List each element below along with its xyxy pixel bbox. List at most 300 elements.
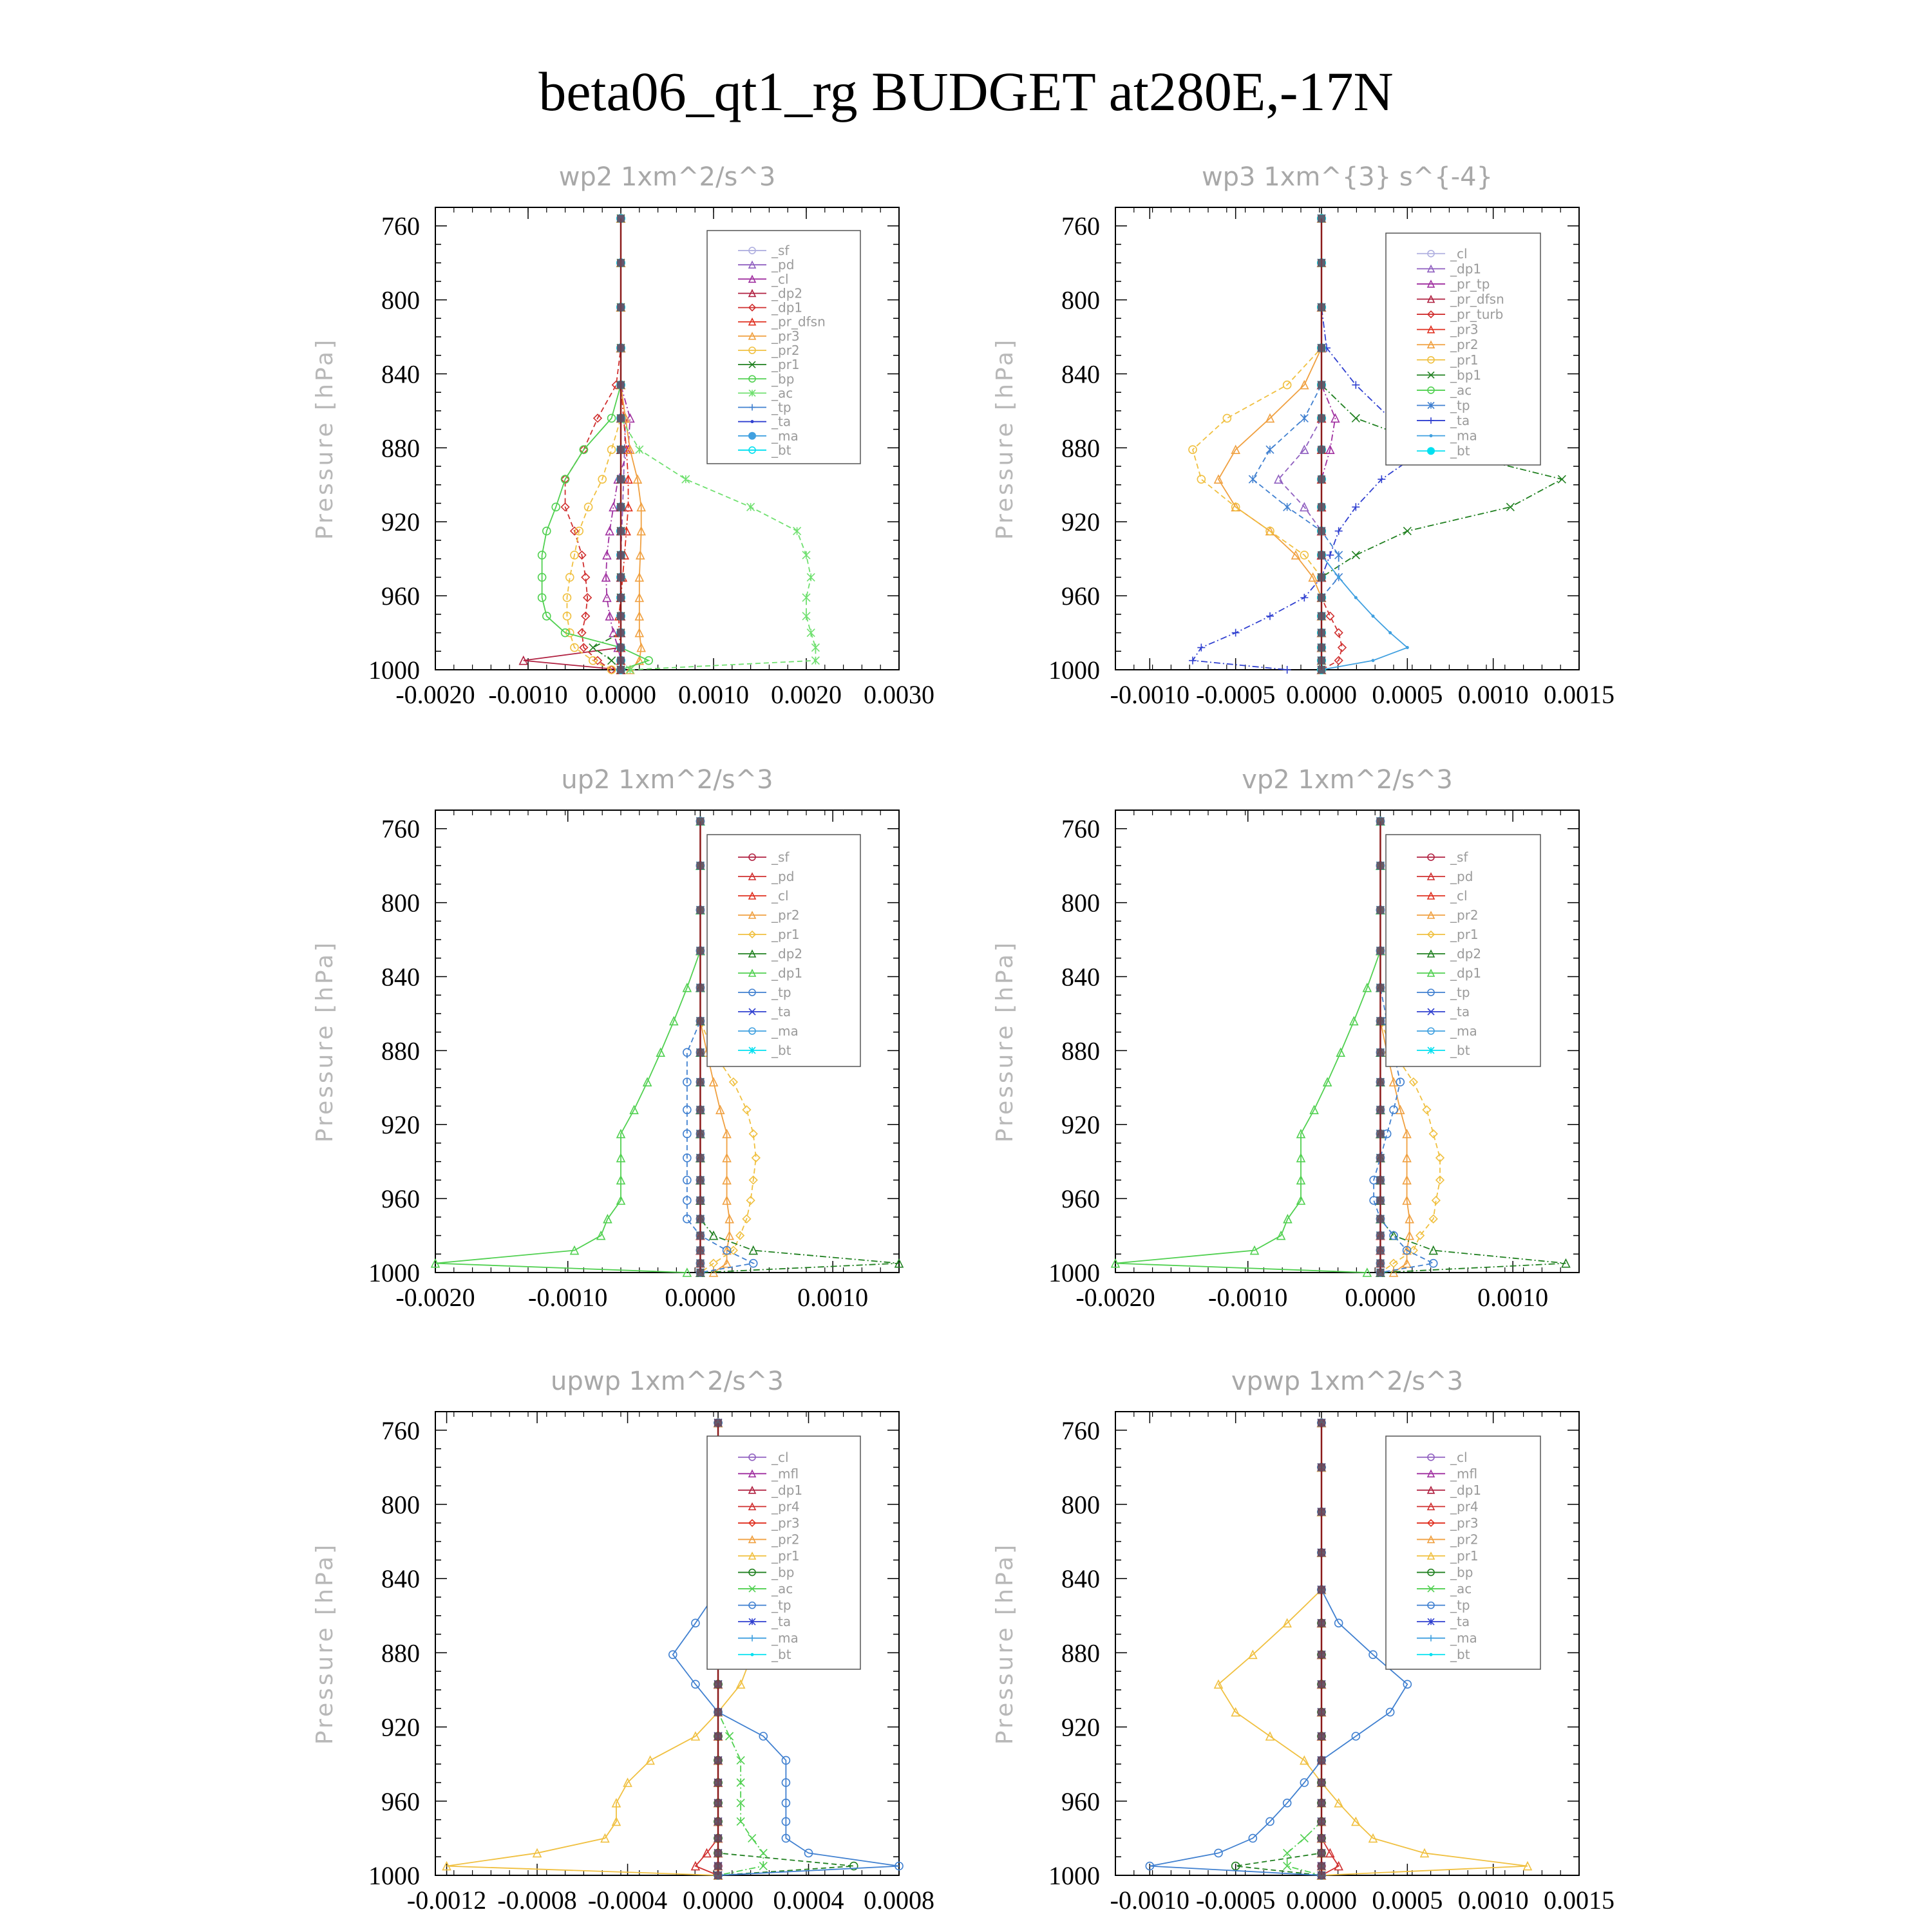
- zero-marker: [617, 551, 625, 559]
- zero-marker: [1318, 1463, 1325, 1471]
- data-point: [1354, 596, 1358, 599]
- zero-marker: [1376, 817, 1384, 825]
- x-tick-label: -0.0012: [406, 1886, 487, 1915]
- zero-marker: [714, 1871, 722, 1879]
- chart-panel-3: [312, 765, 903, 1312]
- series-line: [593, 218, 621, 670]
- y-tick-label: 960: [1061, 1786, 1100, 1816]
- legend-label: _dp1: [1450, 965, 1482, 981]
- zero-marker: [617, 303, 625, 311]
- panel-title: vpwp 1xm^2/s^3: [1231, 1367, 1464, 1396]
- y-tick-label: 920: [1061, 507, 1100, 537]
- zero-marker: [617, 503, 625, 511]
- legend-swatch-marker: [1430, 1653, 1433, 1656]
- zero-marker: [696, 1048, 704, 1056]
- data-point: [1430, 1130, 1437, 1138]
- chart-panel-6: [992, 1367, 1615, 1915]
- data-point: [811, 644, 819, 652]
- zero-marker: [714, 1834, 722, 1842]
- zero-marker: [696, 1154, 704, 1162]
- y-tick-label: 960: [381, 1786, 420, 1816]
- x-tick-label: 0.0015: [1544, 1886, 1615, 1915]
- x-tick-label: -0.0004: [587, 1886, 668, 1915]
- series-line: [1218, 218, 1321, 670]
- legend-label: _tp: [772, 985, 791, 1000]
- series-line: [447, 1423, 752, 1875]
- zero-marker: [1376, 984, 1384, 992]
- legend-label: _sf: [1450, 849, 1468, 865]
- data-point: [1326, 551, 1334, 559]
- legend-label: _bt: [772, 1647, 791, 1663]
- zero-marker: [1318, 527, 1325, 535]
- legend-label: _cl: [772, 888, 789, 904]
- x-tick-label: 0.0008: [864, 1886, 934, 1915]
- x-tick-label: -0.0020: [395, 680, 475, 709]
- zero-marker: [1318, 657, 1325, 665]
- series-pr1: [1189, 214, 1325, 674]
- legend-label: _pr3: [772, 328, 800, 344]
- y-tick-label: 840: [381, 359, 420, 389]
- series-line: [542, 218, 649, 670]
- series-line: [621, 218, 641, 670]
- legend-label: _cl: [1450, 888, 1468, 904]
- legend-label: _pr2: [772, 907, 800, 923]
- legend-label: _pd: [772, 869, 795, 884]
- legend-label: _cl: [1450, 245, 1468, 261]
- series-line: [1253, 218, 1338, 670]
- data-point: [1300, 414, 1308, 422]
- data-point: [1249, 475, 1256, 483]
- x-tick-label: -0.0005: [1196, 1886, 1276, 1915]
- data-point: [1406, 646, 1409, 649]
- zero-marker: [696, 1106, 704, 1113]
- zero-marker: [1318, 1756, 1325, 1764]
- legend-label: _sf: [772, 243, 790, 259]
- legend-label: _ta: [1450, 413, 1470, 429]
- x-tick-label: -0.0020: [395, 1283, 475, 1312]
- y-tick-label: 800: [381, 1490, 420, 1519]
- legend-label: _ma: [1450, 428, 1477, 444]
- zero-marker: [1318, 259, 1325, 267]
- legend-label: _tp: [772, 399, 791, 415]
- data-point: [1197, 475, 1205, 483]
- data-point: [743, 1106, 750, 1113]
- y-tick-label: 840: [1061, 1564, 1100, 1594]
- zero-marker: [1318, 1419, 1325, 1426]
- zero-marker: [1376, 1232, 1384, 1240]
- legend-label: _mfl: [1450, 1466, 1478, 1482]
- legend-label: _ta: [772, 1614, 791, 1630]
- data-point: [1423, 1106, 1430, 1113]
- y-tick-label: 840: [1061, 962, 1100, 992]
- legend-label: _ma: [1450, 1023, 1477, 1039]
- legend-label: _pr1: [772, 357, 800, 373]
- zero-marker: [1376, 1176, 1384, 1184]
- zero-marker: [1318, 381, 1325, 389]
- zero-marker: [1318, 1799, 1325, 1807]
- series-line: [1115, 821, 1380, 1273]
- legend-label: _bt: [772, 442, 791, 458]
- legend-label: _ac: [772, 385, 793, 401]
- y-tick-label: 800: [381, 888, 420, 918]
- data-point: [1266, 446, 1274, 453]
- panel-title: vp2 1xm^2/s^3: [1242, 765, 1453, 795]
- zero-marker: [1376, 906, 1384, 914]
- series-bp: [1232, 1419, 1325, 1879]
- series-tp: [1249, 214, 1342, 674]
- zero-marker: [1318, 1849, 1325, 1857]
- series-dp1: [431, 817, 704, 1276]
- y-tick-label: 760: [381, 1416, 420, 1445]
- zero-marker: [714, 1419, 722, 1426]
- series-pr1: [589, 214, 625, 674]
- legend-label: _dp2: [772, 285, 803, 301]
- y-tick-label: 960: [381, 582, 420, 611]
- x-tick-label: -0.0010: [488, 680, 568, 709]
- data-point: [1300, 1834, 1308, 1842]
- legend-label: _ta: [1450, 1614, 1470, 1630]
- x-tick-label: -0.0010: [1208, 1283, 1288, 1312]
- data-point: [608, 657, 616, 665]
- zero-marker: [1376, 1247, 1384, 1255]
- data-point: [589, 644, 597, 652]
- y-tick-label: 920: [381, 507, 420, 537]
- zero-marker: [1318, 1871, 1325, 1879]
- series-line: [1287, 1423, 1321, 1875]
- zero-marker: [1318, 414, 1325, 422]
- legend-label: _pr2: [1450, 1531, 1479, 1548]
- zero-marker: [1318, 666, 1325, 674]
- legend-label: _pd: [772, 257, 795, 273]
- zero-marker: [714, 1680, 722, 1688]
- zero-marker: [1318, 1651, 1325, 1658]
- legend-label: _tp: [772, 1597, 791, 1613]
- zero-marker: [696, 817, 704, 825]
- series-line: [606, 218, 630, 670]
- zero-marker: [696, 1176, 704, 1184]
- zero-marker: [1376, 1154, 1384, 1162]
- x-tick-label: 0.0000: [1345, 1283, 1416, 1312]
- legend: [707, 1436, 860, 1669]
- legend: [707, 835, 860, 1066]
- y-tick-label: 920: [1061, 1712, 1100, 1742]
- x-tick-label: 0.0010: [678, 680, 749, 709]
- zero-marker: [1318, 1779, 1325, 1786]
- data-point: [726, 1732, 734, 1740]
- data-point: [1326, 612, 1334, 620]
- data-point: [1372, 659, 1375, 662]
- zero-marker: [617, 259, 625, 267]
- zero-marker: [1376, 947, 1384, 954]
- data-point: [1338, 644, 1346, 652]
- data-point: [811, 657, 819, 665]
- panel-title: up2 1xm^2/s^3: [561, 765, 773, 795]
- series-line: [567, 218, 621, 670]
- zero-marker: [617, 214, 625, 222]
- x-tick-label: 0.0005: [1372, 1886, 1443, 1915]
- zero-marker: [1318, 573, 1325, 581]
- zero-marker: [696, 1247, 704, 1255]
- legend-label: _cl: [772, 1449, 789, 1465]
- legend-label: _dp2: [1450, 946, 1482, 961]
- y-tick-label: 840: [1061, 359, 1100, 389]
- legend-label: _dp1: [772, 965, 803, 981]
- zero-marker: [696, 862, 704, 869]
- y-tick-label: 920: [381, 1712, 420, 1742]
- zero-marker: [1318, 1619, 1325, 1627]
- zero-marker: [714, 1799, 722, 1807]
- legend-label: _pr_tp: [1450, 276, 1490, 292]
- series-dp1: [1112, 817, 1384, 1276]
- data-point: [1223, 414, 1231, 422]
- y-tick-label: 800: [1061, 1490, 1100, 1519]
- y-axis-label: Pressure [hPa]: [312, 940, 338, 1143]
- chart-panel-2: [992, 162, 1615, 709]
- zero-marker: [617, 446, 625, 453]
- y-tick-label: 1000: [1048, 1258, 1100, 1287]
- y-tick-label: 800: [1061, 285, 1100, 315]
- zero-marker: [1318, 1709, 1325, 1716]
- zero-marker: [617, 414, 625, 422]
- legend-label: _dp1: [772, 1482, 803, 1498]
- series-line: [1236, 1423, 1321, 1875]
- legend-label: _bt: [1450, 1043, 1470, 1058]
- x-tick-label: -0.0005: [1196, 680, 1276, 709]
- legend-label: _cl: [1450, 1449, 1468, 1465]
- zero-marker: [1318, 1732, 1325, 1740]
- zero-marker: [1318, 1586, 1325, 1593]
- zero-marker: [1318, 1508, 1325, 1516]
- legend-label: _pr2: [772, 343, 800, 358]
- y-tick-label: 760: [381, 814, 420, 844]
- x-tick-label: 0.0004: [773, 1886, 844, 1915]
- legend-label: _pr4: [1450, 1499, 1479, 1515]
- y-tick-label: 1000: [368, 1258, 420, 1287]
- x-tick-label: 0.0020: [771, 680, 842, 709]
- legend-label: _pr3: [772, 1515, 800, 1531]
- y-tick-label: 840: [381, 962, 420, 992]
- legend-label: _bt: [1450, 1647, 1470, 1663]
- data-point: [802, 594, 810, 601]
- data-point: [737, 1756, 744, 1764]
- y-tick-label: 880: [381, 433, 420, 463]
- legend-label: _ta: [772, 413, 791, 430]
- chart-panel-4: [992, 765, 1579, 1312]
- legend-swatch-marker: [748, 432, 756, 440]
- legend-label: _sf: [772, 849, 790, 865]
- x-tick-label: 0.0000: [1286, 1886, 1357, 1915]
- legend-label: _pr1: [1450, 927, 1479, 942]
- x-tick-label: 0.0000: [683, 1886, 754, 1915]
- x-tick-label: 0.0010: [1457, 1886, 1529, 1915]
- data-point: [1335, 629, 1343, 637]
- legend-label: _bp: [772, 1564, 795, 1580]
- zero-marker: [617, 629, 625, 637]
- x-tick-label: 0.0015: [1544, 680, 1615, 709]
- y-tick-label: 960: [381, 1184, 420, 1214]
- y-tick-label: 800: [1061, 888, 1100, 918]
- data-point: [636, 446, 643, 453]
- panel-title: wp2 1xm^2/s^3: [558, 162, 776, 192]
- data-point: [747, 503, 755, 511]
- zero-marker: [696, 1260, 704, 1267]
- data-point: [1197, 644, 1205, 652]
- series-line: [1193, 218, 1321, 670]
- y-tick-label: 960: [1061, 582, 1100, 611]
- zero-marker: [617, 594, 625, 601]
- x-tick-label: -0.0010: [528, 1283, 608, 1312]
- y-tick-label: 920: [381, 1110, 420, 1140]
- data-point: [802, 612, 810, 620]
- zero-marker: [617, 344, 625, 352]
- zero-marker: [1376, 1048, 1384, 1056]
- series-line: [1150, 1423, 1407, 1875]
- y-axis-label: Pressure [hPa]: [992, 337, 1018, 540]
- legend-label: _pr4: [772, 1499, 800, 1515]
- x-tick-label: -0.0020: [1075, 1283, 1155, 1312]
- legend-swatch-marker: [751, 1653, 754, 1656]
- legend-label: _pr2: [772, 1531, 800, 1548]
- zero-marker: [1318, 629, 1325, 637]
- legend-label: _bt: [1450, 443, 1470, 459]
- data-point: [748, 1834, 756, 1842]
- panel-title: upwp 1xm^2/s^3: [551, 1367, 784, 1396]
- series-line: [1321, 218, 1335, 670]
- legend-label: _pd: [1450, 869, 1473, 884]
- chart-panel-1: [312, 162, 934, 709]
- x-tick-label: 0.0005: [1372, 680, 1443, 709]
- zero-marker: [1318, 1817, 1325, 1825]
- y-tick-label: 840: [381, 1564, 420, 1594]
- y-axis-label: Pressure [hPa]: [992, 940, 1018, 1143]
- y-axis-label: Pressure [hPa]: [312, 337, 338, 540]
- zero-marker: [617, 475, 625, 483]
- data-point: [802, 551, 810, 559]
- y-tick-label: 760: [1061, 814, 1100, 844]
- series-dp1: [562, 214, 625, 674]
- x-tick-label: -0.0008: [497, 1886, 577, 1915]
- zero-marker: [1318, 344, 1325, 352]
- zero-marker: [714, 1849, 722, 1857]
- data-point: [1352, 414, 1359, 422]
- y-tick-label: 880: [1061, 433, 1100, 463]
- data-point: [1283, 503, 1291, 511]
- legend-label: _dp1: [1450, 261, 1482, 277]
- series-line: [1321, 1423, 1339, 1875]
- x-tick-label: 0.0000: [1286, 680, 1357, 709]
- legend-label: _ma: [772, 428, 799, 444]
- zero-marker: [696, 1269, 704, 1276]
- y-tick-label: 880: [381, 1638, 420, 1668]
- legend-label: _pr2: [1450, 907, 1479, 923]
- data-point: [1232, 629, 1240, 637]
- legend: [707, 231, 860, 464]
- legend-label: _pr1: [772, 927, 800, 942]
- zero-marker: [1318, 1862, 1325, 1870]
- data-point: [1388, 631, 1392, 634]
- legend-label: _dp2: [772, 946, 803, 961]
- zero-marker: [1376, 1269, 1384, 1276]
- zero-marker: [1376, 1197, 1384, 1204]
- legend-label: _pr_turb: [1450, 307, 1504, 323]
- data-point: [1403, 527, 1411, 535]
- zero-marker: [617, 527, 625, 535]
- panel-title: wp3 1xm^{3} s^{-4}: [1201, 162, 1493, 192]
- zero-marker: [617, 644, 625, 652]
- legend-label: _ac: [1450, 1581, 1472, 1597]
- x-tick-label: 0.0030: [864, 680, 934, 709]
- y-tick-label: 760: [1061, 211, 1100, 241]
- series-dp1: [1274, 214, 1325, 674]
- y-tick-label: 1000: [1048, 656, 1100, 685]
- zero-marker: [696, 1232, 704, 1240]
- zero-marker: [617, 381, 625, 389]
- y-tick-label: 960: [1061, 1184, 1100, 1214]
- zero-marker: [1376, 1017, 1384, 1025]
- zero-marker: [1318, 475, 1325, 483]
- legend-label: _tp: [1450, 1597, 1470, 1613]
- y-tick-label: 800: [381, 285, 420, 315]
- y-tick-label: 880: [381, 1036, 420, 1066]
- y-tick-label: 880: [1061, 1036, 1100, 1066]
- zero-marker: [1318, 303, 1325, 311]
- legend: [1386, 1436, 1540, 1669]
- legend-swatch-marker: [1427, 447, 1435, 455]
- series-line: [1321, 218, 1342, 670]
- zero-marker: [696, 984, 704, 992]
- data-point: [1390, 1106, 1397, 1113]
- zero-marker: [1318, 612, 1325, 620]
- zero-marker: [1376, 1260, 1384, 1267]
- y-tick-label: 760: [1061, 1416, 1100, 1445]
- zero-marker: [714, 1862, 722, 1870]
- zero-marker: [617, 612, 625, 620]
- legend-label: _ac: [772, 1581, 793, 1597]
- data-point: [608, 446, 616, 453]
- zero-marker: [1318, 1549, 1325, 1557]
- data-point: [1283, 666, 1291, 674]
- legend-label: _pr1: [1450, 1548, 1479, 1564]
- zero-marker: [1376, 1078, 1384, 1086]
- legend-label: _ma: [772, 1023, 799, 1039]
- series-pr2: [1215, 214, 1325, 674]
- legend-label: _ma: [1450, 1630, 1477, 1646]
- series-line: [435, 821, 700, 1273]
- zero-marker: [696, 906, 704, 914]
- zero-marker: [714, 1756, 722, 1764]
- legend-label: _cl: [772, 271, 789, 287]
- zero-marker: [696, 1078, 704, 1086]
- series-dp2: [520, 214, 625, 674]
- y-tick-label: 1000: [368, 656, 420, 685]
- zero-marker: [1318, 1834, 1325, 1842]
- zero-marker: [1318, 1680, 1325, 1688]
- series-pr2: [563, 214, 625, 674]
- legend-label: _mfl: [772, 1466, 799, 1482]
- zero-marker: [1318, 503, 1325, 511]
- data-point: [759, 1849, 767, 1857]
- data-point: [1335, 527, 1343, 535]
- zero-marker: [696, 1197, 704, 1204]
- x-tick-label: 0.0010: [1457, 680, 1529, 709]
- zero-marker: [696, 1215, 704, 1223]
- zero-marker: [1376, 1130, 1384, 1138]
- zero-marker: [1376, 1215, 1384, 1223]
- legend-label: _tp: [1450, 397, 1470, 413]
- series-line: [524, 218, 621, 670]
- legend-swatch-marker: [1430, 434, 1433, 437]
- y-tick-label: 760: [381, 211, 420, 241]
